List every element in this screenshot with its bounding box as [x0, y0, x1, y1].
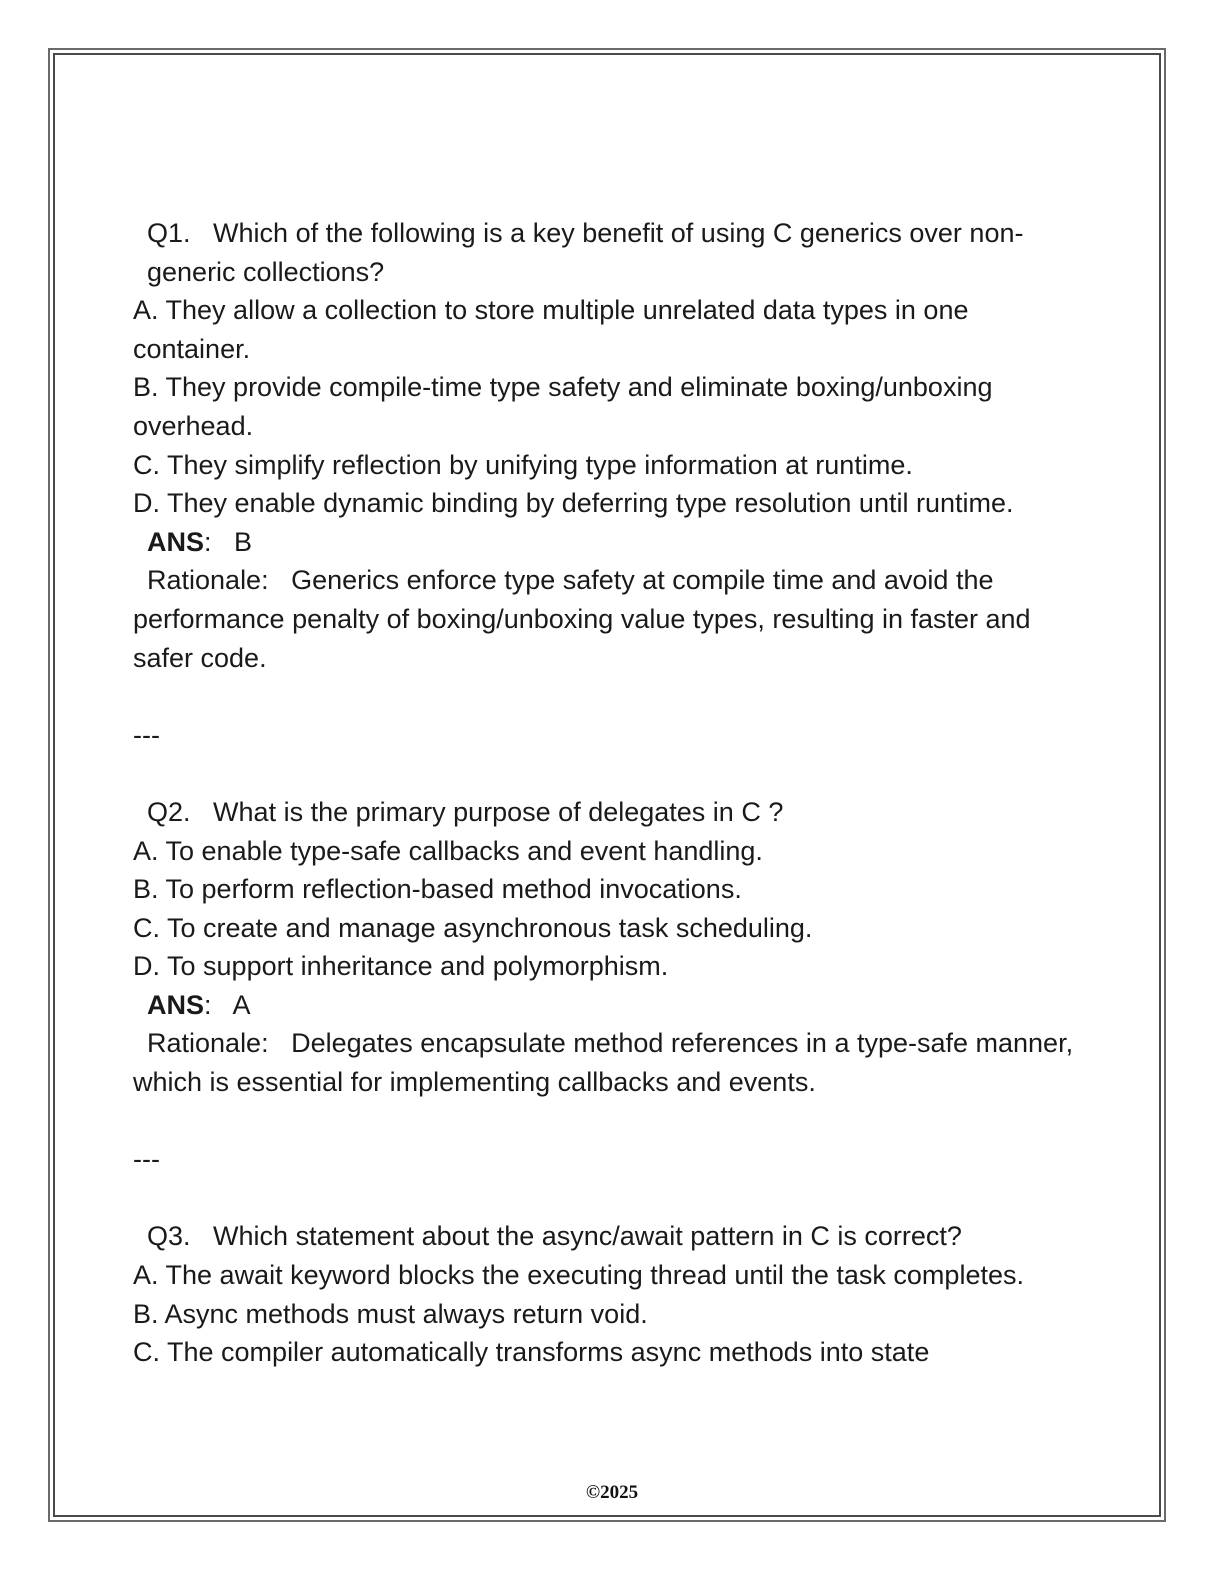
question-1-stem: Which of the following is a key benefit of using C generics over non-generic collections?: [147, 218, 1024, 287]
document-body: [133, 214, 1083, 1372]
question-2-rationale: [133, 1024, 1083, 1101]
question-2-option-b: B. To perform reflection-based method invocations.: [133, 874, 742, 905]
question-2-answer: ANS: A: [147, 989, 251, 1020]
question-2-answer-label: ANS: [147, 989, 205, 1020]
question-1-rationale-text: Generics enforce type safety at compile time and avoid the performance penalty of boxing/unboxing value types, resulting in faster and safer code.: [133, 565, 1031, 673]
copyright-footer: ©2025: [585, 1482, 639, 1503]
question-2: [133, 793, 1083, 1102]
question-1-option-c: C. They simplify reflection by unifying type information at runtime.: [133, 449, 913, 480]
question-3-text: [133, 1217, 1083, 1256]
question-1-answer-value: B: [234, 526, 253, 557]
question-1-option-d: D. They enable dynamic binding by deferring type resolution until runtime.: [133, 488, 1014, 519]
question-3-option-a: A. The await keyword blocks the executing thread until the task completes.: [133, 1260, 1024, 1291]
question-3-number: Q3.: [147, 1221, 191, 1252]
separator-1: ---: [133, 719, 160, 750]
question-2-rationale-label: Rationale:: [147, 1028, 269, 1059]
question-1-answer: ANS: B: [147, 526, 253, 557]
question-2-stem: What is the primary purpose of delegates in C ?: [213, 796, 784, 827]
separator-2: ---: [133, 1144, 160, 1175]
question-1-option-a: A. They allow a collection to store multiple unrelated data types in one container.: [133, 295, 969, 364]
question-1-number: Q1.: [147, 218, 191, 248]
question-1: [133, 214, 1083, 677]
question-2-option-d: D. To support inheritance and polymorphism.: [133, 951, 669, 982]
question-2-answer-value: A: [232, 989, 251, 1020]
question-3: [133, 1217, 1083, 1371]
question-2-option-a: A. To enable type-safe callbacks and event handling.: [133, 835, 763, 866]
question-1-answer-label: ANS: [147, 526, 205, 557]
question-1-option-b: B. They provide compile-time type safety and eliminate boxing/unboxing overhead.: [133, 372, 993, 441]
question-1-text: [133, 214, 1083, 291]
question-1-rationale-label: Rationale:: [147, 565, 269, 596]
question-2-option-c: C. To create and manage asynchronous task scheduling.: [133, 912, 813, 943]
question-3-option-b: B. Async methods must always return void.: [133, 1298, 648, 1329]
question-3-option-c: C. The compiler automatically transforms async methods into state: [133, 1337, 930, 1368]
question-2-number: Q2.: [147, 796, 191, 827]
question-2-rationale-text: Delegates encapsulate method references in a type-safe manner, which is essential for implementing callbacks and events.: [133, 1028, 1074, 1098]
question-2-text: [133, 793, 1083, 832]
question-3-stem: Which statement about the async/await pattern in C is correct?: [213, 1221, 962, 1252]
question-1-rationale: [133, 561, 1083, 677]
